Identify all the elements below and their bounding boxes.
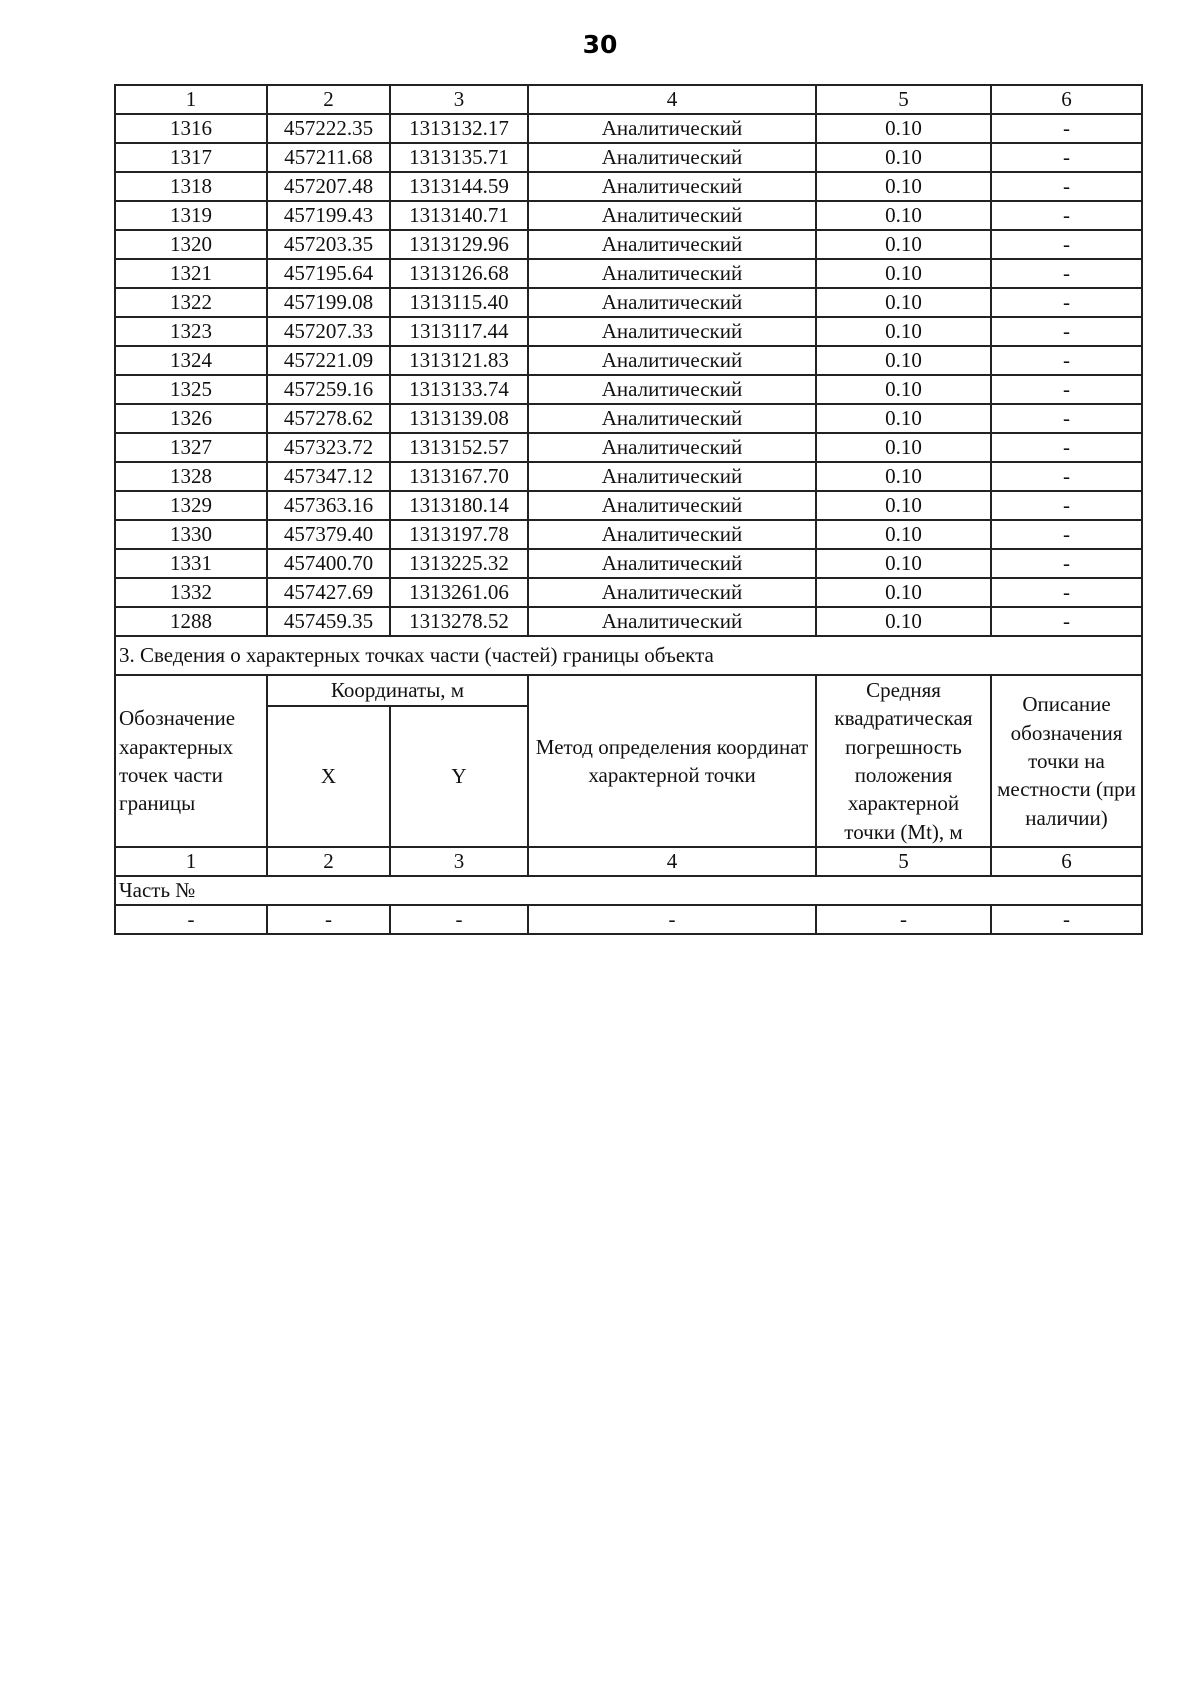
y-coordinate-cell: 1313129.96	[390, 230, 528, 259]
table-row	[115, 230, 1142, 259]
description-cell: -	[991, 143, 1142, 172]
method-cell: Аналитический	[528, 549, 816, 578]
table-row	[115, 143, 1142, 172]
header-coordinates: Координаты, м	[267, 675, 528, 706]
column-number: 3	[390, 85, 528, 114]
table-row	[115, 404, 1142, 433]
column-number: 4	[528, 847, 816, 876]
method-cell: Аналитический	[528, 462, 816, 491]
part-empty-row	[115, 905, 1142, 934]
column-number-row	[115, 85, 1142, 114]
y-coordinate-cell: 1313144.59	[390, 172, 528, 201]
table-row	[115, 114, 1142, 143]
point-id-cell: 1319	[115, 201, 267, 230]
point-id-cell: 1317	[115, 143, 267, 172]
description-cell: -	[991, 259, 1142, 288]
point-id-cell: 1324	[115, 346, 267, 375]
empty-cell: -	[528, 905, 816, 934]
section-3-title: 3. Сведения о характерных точках части (частей) границы объекта	[115, 636, 1142, 675]
description-cell: -	[991, 172, 1142, 201]
x-coordinate-cell: 457400.70	[267, 549, 390, 578]
y-coordinate-cell: 1313140.71	[390, 201, 528, 230]
boundary-points-table	[114, 84, 1143, 935]
y-coordinate-cell: 1313152.57	[390, 433, 528, 462]
x-coordinate-cell: 457211.68	[267, 143, 390, 172]
error-cell: 0.10	[816, 346, 991, 375]
method-cell: Аналитический	[528, 346, 816, 375]
y-coordinate-cell: 1313197.78	[390, 520, 528, 549]
description-cell: -	[991, 462, 1142, 491]
method-cell: Аналитический	[528, 288, 816, 317]
x-coordinate-cell: 457203.35	[267, 230, 390, 259]
point-id-cell: 1329	[115, 491, 267, 520]
column-number: 3	[390, 847, 528, 876]
error-cell: 0.10	[816, 462, 991, 491]
column-number: 1	[115, 85, 267, 114]
section-3-header-row	[115, 675, 1142, 706]
method-cell: Аналитический	[528, 230, 816, 259]
description-cell: -	[991, 549, 1142, 578]
point-id-cell: 1322	[115, 288, 267, 317]
x-coordinate-cell: 457278.62	[267, 404, 390, 433]
table-row	[115, 462, 1142, 491]
description-cell: -	[991, 375, 1142, 404]
column-number: 2	[267, 85, 390, 114]
error-cell: 0.10	[816, 607, 991, 636]
empty-cell: -	[390, 905, 528, 934]
x-coordinate-cell: 457199.43	[267, 201, 390, 230]
header-error: Средняя квадратическая погрешность положения характерной точки (Mt), м	[816, 675, 991, 847]
point-id-cell: 1316	[115, 114, 267, 143]
table-row	[115, 317, 1142, 346]
part-label: Часть №	[115, 876, 1142, 905]
method-cell: Аналитический	[528, 607, 816, 636]
error-cell: 0.10	[816, 230, 991, 259]
column-number: 4	[528, 85, 816, 114]
point-id-cell: 1288	[115, 607, 267, 636]
description-cell: -	[991, 317, 1142, 346]
page-number: 30	[582, 30, 618, 59]
x-coordinate-cell: 457199.08	[267, 288, 390, 317]
header-method: Метод определения координат характерной точки	[528, 675, 816, 847]
method-cell: Аналитический	[528, 114, 816, 143]
table-row	[115, 578, 1142, 607]
header-y: Y	[390, 706, 528, 847]
x-coordinate-cell: 457222.35	[267, 114, 390, 143]
error-cell: 0.10	[816, 172, 991, 201]
y-coordinate-cell: 1313117.44	[390, 317, 528, 346]
empty-cell: -	[115, 905, 267, 934]
table-row	[115, 259, 1142, 288]
error-cell: 0.10	[816, 143, 991, 172]
y-coordinate-cell: 1313135.71	[390, 143, 528, 172]
method-cell: Аналитический	[528, 259, 816, 288]
table-row	[115, 375, 1142, 404]
method-cell: Аналитический	[528, 578, 816, 607]
y-coordinate-cell: 1313121.83	[390, 346, 528, 375]
error-cell: 0.10	[816, 433, 991, 462]
column-number: 5	[816, 847, 991, 876]
error-cell: 0.10	[816, 375, 991, 404]
error-cell: 0.10	[816, 491, 991, 520]
x-coordinate-cell: 457221.09	[267, 346, 390, 375]
description-cell: -	[991, 288, 1142, 317]
empty-cell: -	[991, 905, 1142, 934]
column-number: 1	[115, 847, 267, 876]
y-coordinate-cell: 1313133.74	[390, 375, 528, 404]
point-rows	[115, 114, 1142, 636]
x-coordinate-cell: 457347.12	[267, 462, 390, 491]
table-row	[115, 172, 1142, 201]
x-coordinate-cell: 457459.35	[267, 607, 390, 636]
y-coordinate-cell: 1313225.32	[390, 549, 528, 578]
point-id-cell: 1327	[115, 433, 267, 462]
error-cell: 0.10	[816, 259, 991, 288]
description-cell: -	[991, 433, 1142, 462]
header-x: X	[267, 706, 390, 847]
error-cell: 0.10	[816, 201, 991, 230]
point-id-cell: 1321	[115, 259, 267, 288]
point-id-cell: 1323	[115, 317, 267, 346]
x-coordinate-cell: 457363.16	[267, 491, 390, 520]
y-coordinate-cell: 1313139.08	[390, 404, 528, 433]
x-coordinate-cell: 457207.48	[267, 172, 390, 201]
y-coordinate-cell: 1313115.40	[390, 288, 528, 317]
x-coordinate-cell: 457379.40	[267, 520, 390, 549]
x-coordinate-cell: 457207.33	[267, 317, 390, 346]
method-cell: Аналитический	[528, 404, 816, 433]
error-cell: 0.10	[816, 317, 991, 346]
method-cell: Аналитический	[528, 520, 816, 549]
method-cell: Аналитический	[528, 433, 816, 462]
y-coordinate-cell: 1313167.70	[390, 462, 528, 491]
y-coordinate-cell: 1313132.17	[390, 114, 528, 143]
table-row	[115, 433, 1142, 462]
column-number: 6	[991, 85, 1142, 114]
description-cell: -	[991, 578, 1142, 607]
column-number: 6	[991, 847, 1142, 876]
description-cell: -	[991, 520, 1142, 549]
x-coordinate-cell: 457323.72	[267, 433, 390, 462]
x-coordinate-cell: 457427.69	[267, 578, 390, 607]
column-number: 2	[267, 847, 390, 876]
description-cell: -	[991, 114, 1142, 143]
method-cell: Аналитический	[528, 491, 816, 520]
point-id-cell: 1326	[115, 404, 267, 433]
y-coordinate-cell: 1313278.52	[390, 607, 528, 636]
x-coordinate-cell: 457259.16	[267, 375, 390, 404]
table-row	[115, 491, 1142, 520]
error-cell: 0.10	[816, 578, 991, 607]
section-3-column-number-row	[115, 847, 1142, 876]
point-id-cell: 1330	[115, 520, 267, 549]
error-cell: 0.10	[816, 114, 991, 143]
empty-cell: -	[267, 905, 390, 934]
error-cell: 0.10	[816, 404, 991, 433]
table-row	[115, 607, 1142, 636]
description-cell: -	[991, 404, 1142, 433]
section-3-title-row	[115, 636, 1142, 675]
point-id-cell: 1328	[115, 462, 267, 491]
header-point-designation: Обозначение характерных точек части границы	[115, 675, 267, 847]
description-cell: -	[991, 201, 1142, 230]
method-cell: Аналитический	[528, 143, 816, 172]
header-description: Описание обозначения точки на местности (при наличии)	[991, 675, 1142, 847]
point-id-cell: 1332	[115, 578, 267, 607]
table-row	[115, 201, 1142, 230]
part-label-row	[115, 876, 1142, 905]
x-coordinate-cell: 457195.64	[267, 259, 390, 288]
table-row	[115, 520, 1142, 549]
empty-cell: -	[816, 905, 991, 934]
error-cell: 0.10	[816, 549, 991, 578]
method-cell: Аналитический	[528, 317, 816, 346]
description-cell: -	[991, 346, 1142, 375]
point-id-cell: 1331	[115, 549, 267, 578]
table-row	[115, 346, 1142, 375]
description-cell: -	[991, 491, 1142, 520]
description-cell: -	[991, 230, 1142, 259]
description-cell: -	[991, 607, 1142, 636]
table-row	[115, 549, 1142, 578]
y-coordinate-cell: 1313180.14	[390, 491, 528, 520]
table-row	[115, 288, 1142, 317]
method-cell: Аналитический	[528, 172, 816, 201]
error-cell: 0.10	[816, 288, 991, 317]
error-cell: 0.10	[816, 520, 991, 549]
point-id-cell: 1318	[115, 172, 267, 201]
column-number: 5	[816, 85, 991, 114]
y-coordinate-cell: 1313126.68	[390, 259, 528, 288]
method-cell: Аналитический	[528, 375, 816, 404]
method-cell: Аналитический	[528, 201, 816, 230]
point-id-cell: 1325	[115, 375, 267, 404]
point-id-cell: 1320	[115, 230, 267, 259]
y-coordinate-cell: 1313261.06	[390, 578, 528, 607]
